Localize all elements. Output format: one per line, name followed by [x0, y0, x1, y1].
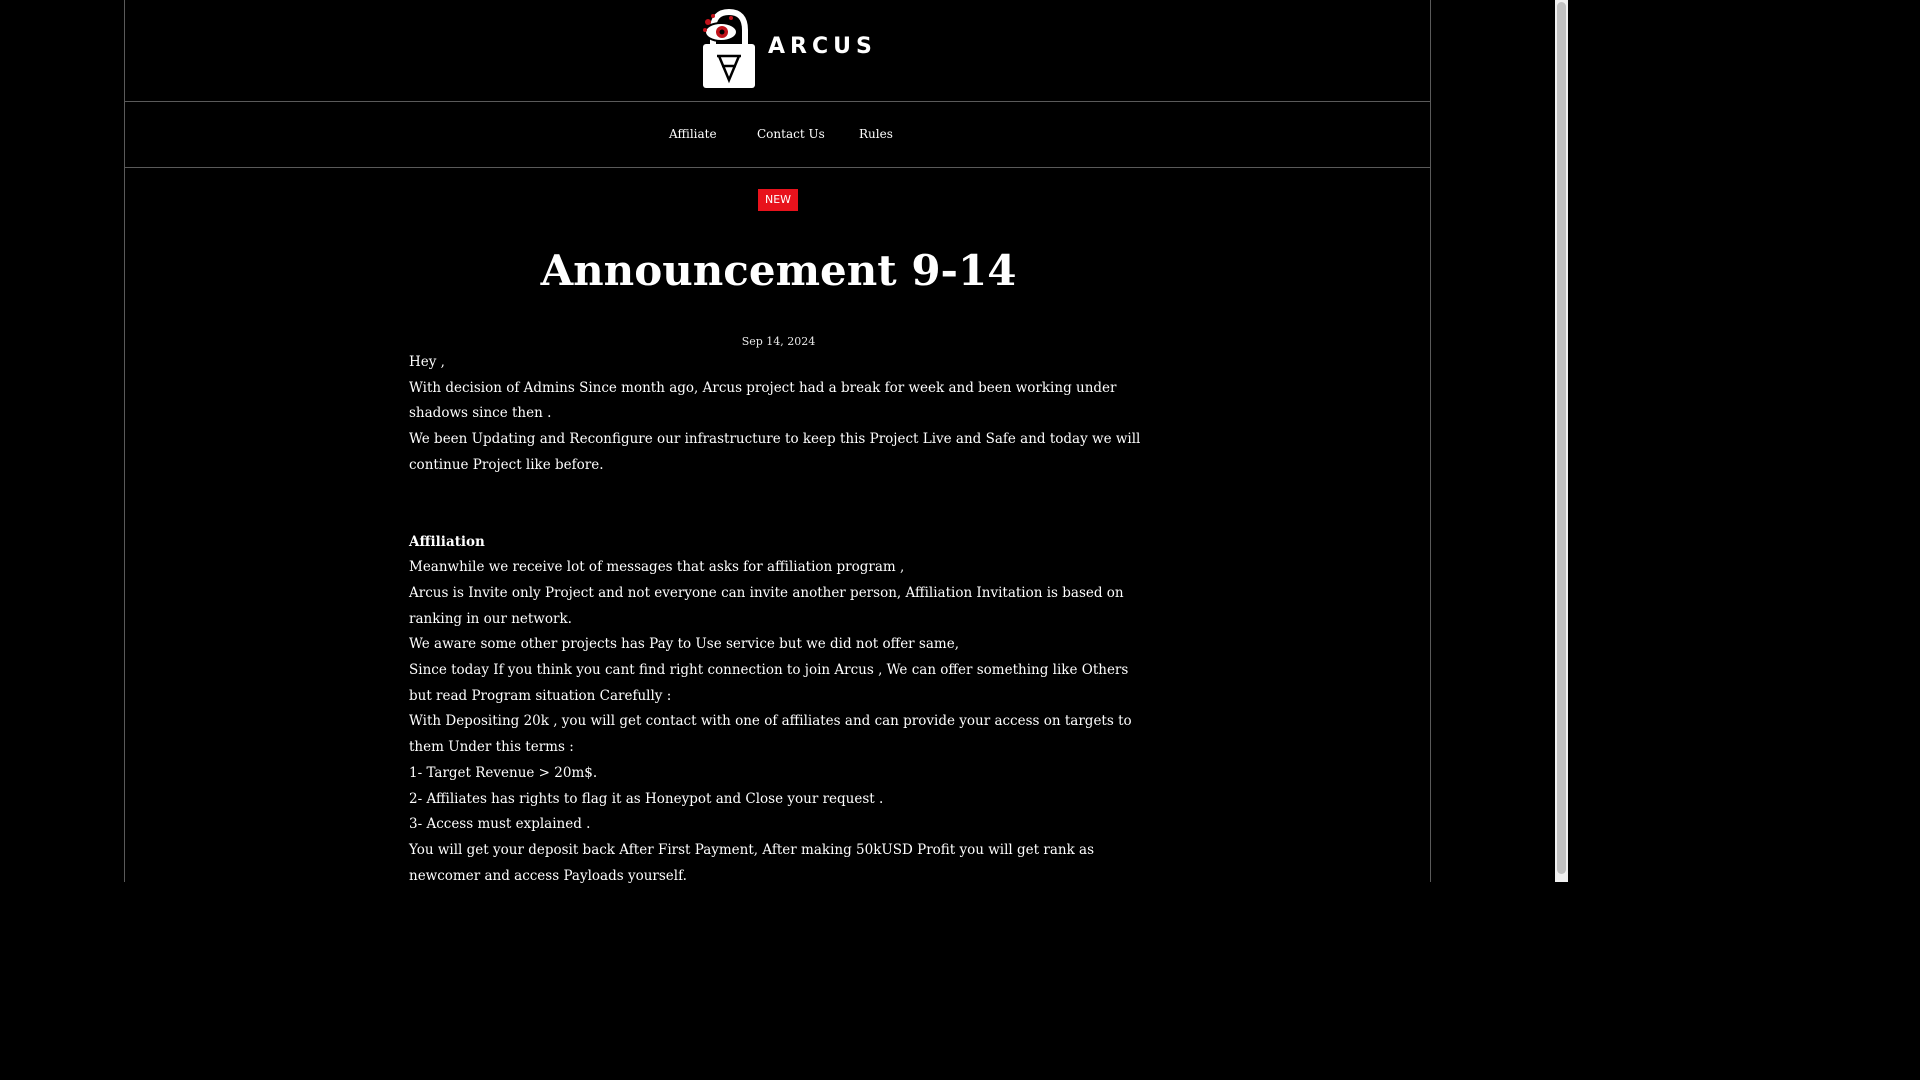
post-date: Sep 14, 2024 [741, 335, 816, 348]
paragraph: Meanwhile we receive lot of messages that asks for affiliation program , [409, 559, 905, 576]
post-body [409, 350, 1149, 889]
list-item: 3- Access must explained . [409, 816, 591, 833]
paragraph: You will get your deposit back After First Payment, After making 50kUSD Profit you will get rank as newcomer and access Payloads yourself. [409, 841, 1095, 884]
nav-item-rules[interactable]: Rules [859, 127, 893, 141]
page-frame [124, 0, 1431, 882]
paragraph: Since today If you think you cant find right connection to join Arcus , We can offer something like Others but read Program situation Carefully : [409, 662, 1129, 704]
paragraph: Arcus is Invite only Project and not everyone can invite another person, Affiliation Invitation is based on ranking in our network. [409, 584, 1124, 627]
site-header [125, 0, 1430, 102]
main-nav [125, 102, 1430, 168]
vertical-scrollbar[interactable] [1555, 0, 1568, 882]
paragraph: Hey , [409, 354, 445, 370]
paragraph: With Depositing 20k , you will get contact with one of affiliates and can provide your access on targets to them Under this terms : [409, 713, 1132, 756]
list-item: 2- Affiliates has rights to flag it as Honeypot and Close your request . [409, 790, 884, 807]
nav-item-affiliate[interactable]: Affiliate [669, 127, 717, 141]
padlock-eye-logo-icon[interactable] [699, 8, 759, 90]
post-title: Announcement 9-14 [540, 246, 1017, 295]
paragraph: We been Updating and Reconfigure our infrastructure to keep this Project Live and Safe and today we will continue Project like before. [409, 431, 1141, 473]
paragraph: We aware some other projects has Pay to Use service but we did not offer same, [409, 636, 959, 653]
list-item: 1- Target Revenue > 20m$. [409, 764, 598, 781]
nav-item-contact-us[interactable]: Contact Us [757, 127, 825, 141]
section-heading: Affiliation [409, 533, 485, 550]
new-badge: NEW [758, 189, 798, 211]
scrollbar-thumb[interactable] [1557, 2, 1566, 874]
brand-name[interactable]: ARCUS [768, 34, 877, 59]
spacer [409, 479, 1149, 530]
paragraph: With decision of Admins Since month ago, Arcus project had a break for week and been working under shadows since then . [409, 379, 1117, 422]
